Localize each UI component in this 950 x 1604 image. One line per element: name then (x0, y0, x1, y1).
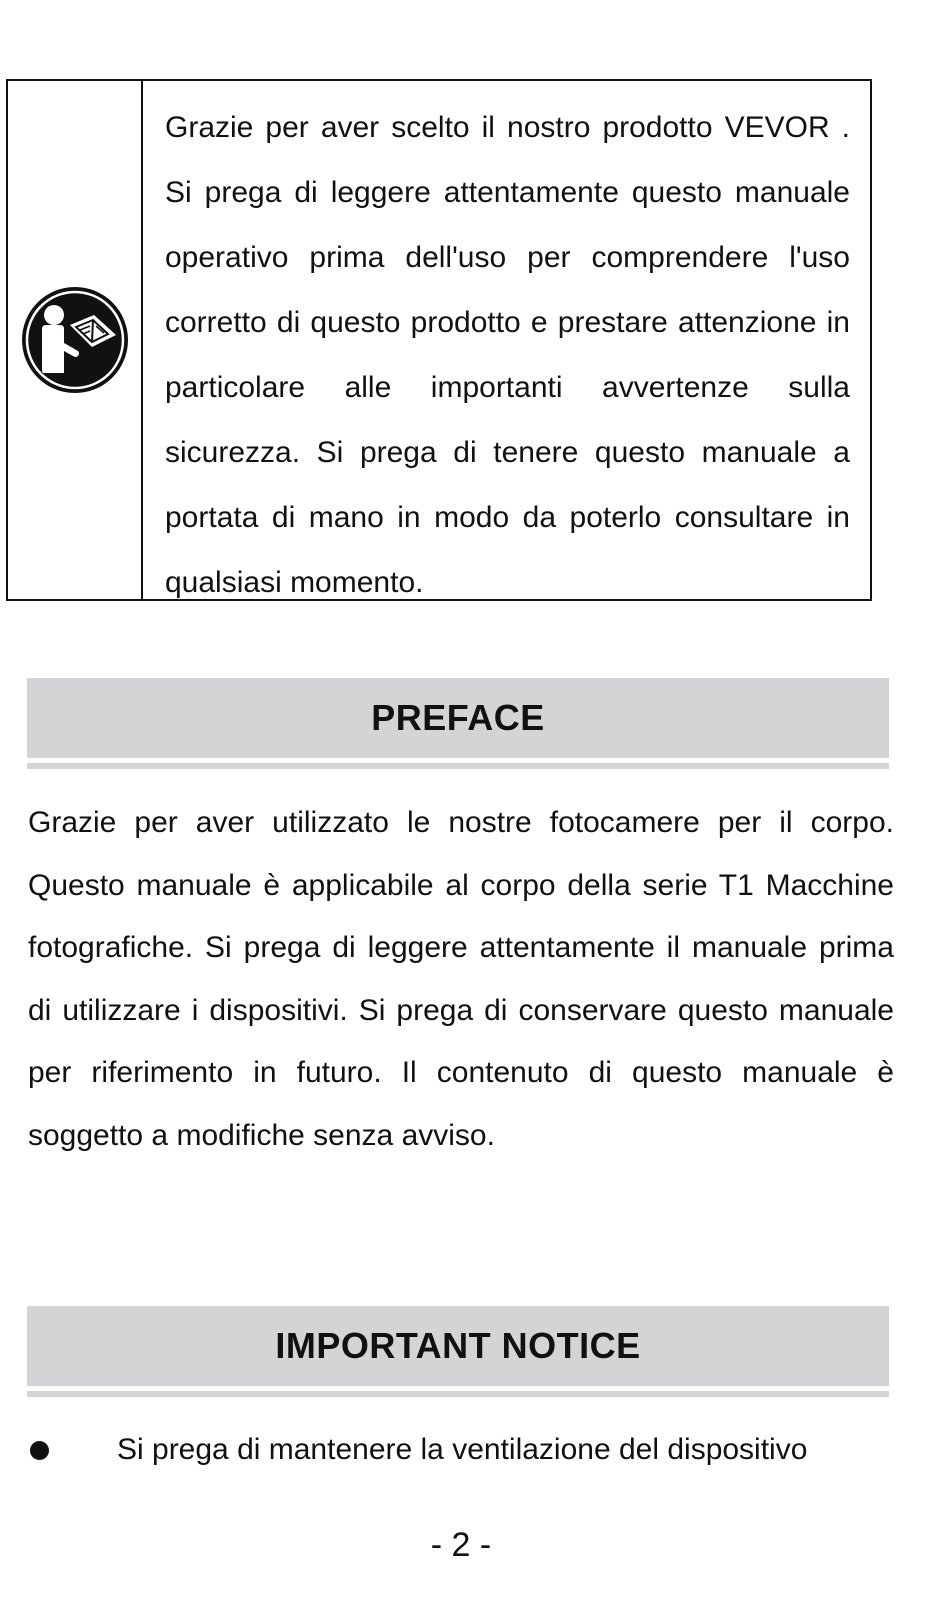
preface-text: Grazie per aver utilizzato le nostre fotocamere per il corpo. Questo manuale è applicabile al corpo della serie T1 Macchine fotografiche. Si prega di leggere attentamente il manuale prima di utilizzare i dispositivi. Si prega di conservare questo manuale per riferimento in futuro. Il contenuto di questo manuale è soggetto a modifiche senza avviso. (28, 806, 894, 1152)
preface-header (27, 678, 889, 758)
notice-list-item (28, 1420, 894, 1480)
notice-text: Grazie per aver scelto il nostro prodotto VEVOR . Si prega di leggere attentamente questo manuale operativo prima dell'uso per comprendere l'uso corretto di questo prodotto e prestare attenzione in particolare alle importanti avvertenze sulla sicurezza. Si prega di tenere questo manuale a portata di mano in modo da poterlo consultare in qualsiasi momento. (165, 111, 850, 599)
notice-item-text: Si prega di mantenere la ventilazione del dispositivo (117, 1433, 808, 1466)
read-manual-icon (20, 285, 130, 395)
important-notice-header (27, 1306, 889, 1386)
bullet-icon (30, 1441, 49, 1460)
preface-title: PREFACE (371, 697, 545, 738)
notice-text-cell (143, 81, 870, 599)
important-notice-title: IMPORTANT NOTICE (275, 1325, 641, 1366)
safety-notice-box (6, 79, 872, 601)
notice-icon-cell (8, 81, 143, 599)
page-number: - 2 - (430, 1526, 492, 1564)
